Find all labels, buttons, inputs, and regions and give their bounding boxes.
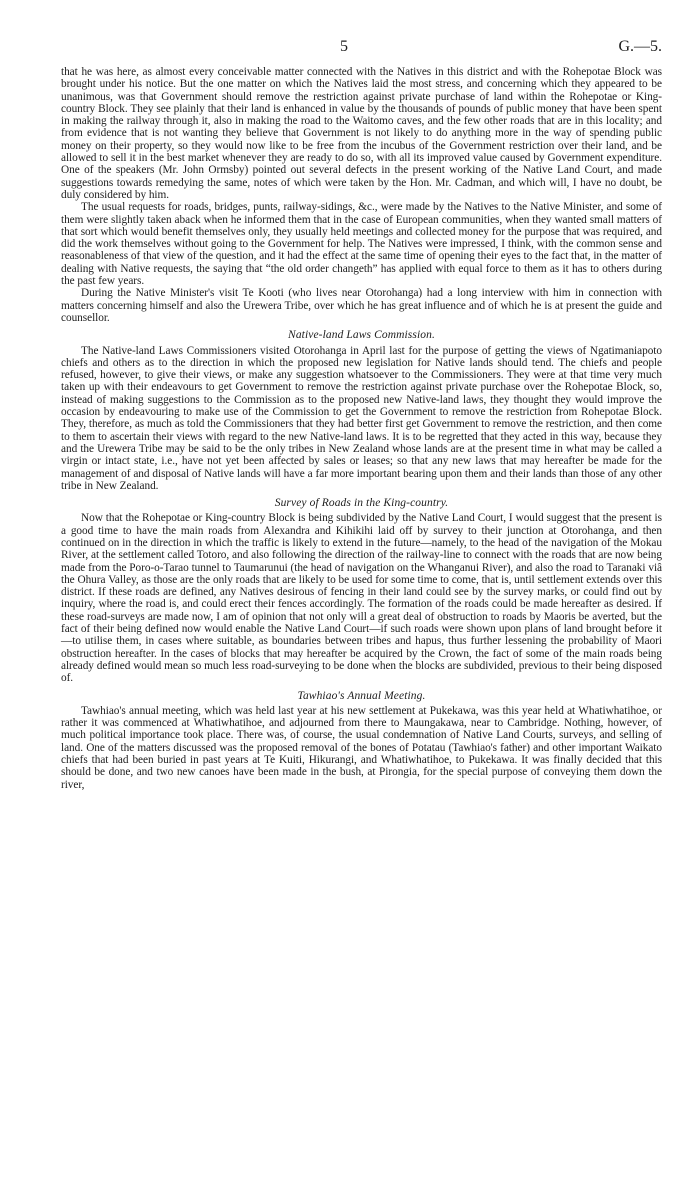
paragraph: Tawhiao's annual meeting, which was held last year at his new settlement at Pukekawa, was this year held at Whatiwhatihoe, or rather it was commenced at Whatiwhatihoe, and adjourned from there to Maungakawa, near to Cambridge. Nothing, however, of much political importance took place. There was, of course, the usual condemnation of Native Land Courts, surveys, and selling of land. One of the matters discussed was the proposed removal of the bones of Potatau (Tawhiao's father) and other important Waikato chiefs that had been buried in past years at Te Kuiti, Hikurangi, and Whatiwhatihoe, to Pukekawa. It was finally decided that this should be done, and two new canoes have been made in the bush, at Pirongia, for the special purpose of conveying them down the river,: [61, 704, 662, 791]
section-heading-tawhiao: Tawhiao's Annual Meeting.: [297, 689, 426, 702]
page-header: [61, 38, 662, 66]
section-heading-commission: Native-land Laws Commission.: [288, 329, 435, 342]
paragraph: that he was here, as almost every conceivable matter connected with the Natives in this district and with the Rohepotae Block was brought under his notice. But the one matter on which the Natives laid the most stress, and concerning which they appeared to be unanimous, was that Government should remove the restriction against private purchase of land within the Rohepotae or King-country Block. They see plainly that their land is enhanced in value by the thousands of pounds of public money that have been spent in making the railway through it, also in making the road to the Waitomo caves, and the few other roads that are in this locality; and from evidence that is not wanting they believe that Government is not likely to do anything more in the way of spending public money on their property, so they would now like to be free from the incubus of the Government restriction over their land, and be allowed to sell it in the best market whenever they are ready to do so, with all its improved value caused by Government expenditure. One of the speakers (Mr. John Ormsby) pointed out several defects in the present working of the Native Land Court, and made suggestions towards remedying the same, notes of which were taken by the Hon. Mr. Cadman, and which will, I have no doubt, be duly considered by him.: [61, 66, 662, 201]
document-body: [61, 66, 662, 791]
document-reference: G.—5.: [618, 38, 662, 55]
paragraph: Now that the Rohepotae or King-country Block is being subdivided by the Native Land Court, I would suggest that the present is a good time to have the main roads from Alexandra and Kihikihi laid off by survey to their junction at Otorohanga, and then continued on in the direction in which the traffic is likely to extend in the future—namely, to the head of the navigation of the Mokau River, at the settlement called Totoro, and also following the direction of the railway-line to connect with the roads that are now being made from the Poro-o-Tarao tunnel to Taumarunui (the head of navigation on the Whanganui River), and also the road to Taranaki viâ the Ohura Valley, as those are the only roads that are likely to be used for some time to come, that is, until settlement extends over this district. If these roads are defined, any Natives desirous of fencing in their land could see by the survey marks, or could find out by inquiry, where the road is, and could erect their fences accordingly. The formation of the roads could be made hereafter as desired. If these road-surveys are made now, I am of opinion that not only will a great deal of obstruction to roads by Maoris be averted, but the fact of their being defined now would enable the Native Land Court—if such roads were shown upon plans of land brought before it—to utilise them, in cases where suitable, as boundaries between tribes and hapus, thus further lessening the probability of Maori obstruction hereafter. In the cases of blocks that may hereafter be acquired by the Crown, the fact of some of the main roads being already defined would mean so much less road-surveying to be done when the blocks are subdivided, previous to their being disposed of.: [61, 512, 662, 685]
paragraph: The usual requests for roads, bridges, punts, railway-sidings, &c., were made by the Natives to the Native Minister, and some of them were slightly taken aback when he informed them that in the case of European communities, when they wanted small matters of that sort which would benefit themselves only, they usually held meetings and collected money for the purpose that was required, and did the work themselves without going to the Government for help. The Natives were impressed, I think, with the common sense and reasonableness of that view of the question, and it had the effect at the same time of opening their eyes to the fact that, in the matter of dealing with Native requests, the saying that “the old order changeth” has applied with equal force to them as it has to others during the past few years.: [61, 201, 662, 288]
page-number: 5: [340, 38, 348, 55]
section-heading-roads: Survey of Roads in the King-country.: [274, 497, 449, 510]
paragraph: During the Native Minister's visit Te Kooti (who lives near Otorohanga) had a long interview with him in connection with matters concerning himself and also the Urewera Tribe, over which he has great influence and of which he is at present the guide and counsellor.: [61, 287, 662, 324]
paragraph: The Native-land Laws Commissioners visited Otorohanga in April last for the purpose of getting the views of Ngatimaniapoto chiefs and others as to the direction in which the proposed new legislation for Native lands should tend. The chiefs and people refused, however, to give their views, or make any suggestion whatsoever to the Commissioners. They were at that time very much taken up with their endeavours to get Government to remove the restriction against private purchase over the Rohepotae Block, so, instead of making suggestions to the Commission as to the proposed new Native-land laws, they thought they would improve the occasion by endeavouring to make use of the Commission to get the Government to remove the restriction from Rohepotae Block. They, therefore, as much as told the Commissioners that they had better first get Government to remove the restriction, and then come to them to ascertain their views with regard to the new Native-land laws. It is to be regretted that they acted in this way, because they and the Urewera Tribe may be said to be the only tribes in New Zealand whose lands are at the present time in what may be called a virgin or intact state, i.e., have not yet been affected by sales or leases; so that any new laws that may hereafter be made for the management of and disposal of Native lands will have a far more important bearing upon them and their lands than those of any other tribe in New Zealand.: [61, 344, 662, 492]
